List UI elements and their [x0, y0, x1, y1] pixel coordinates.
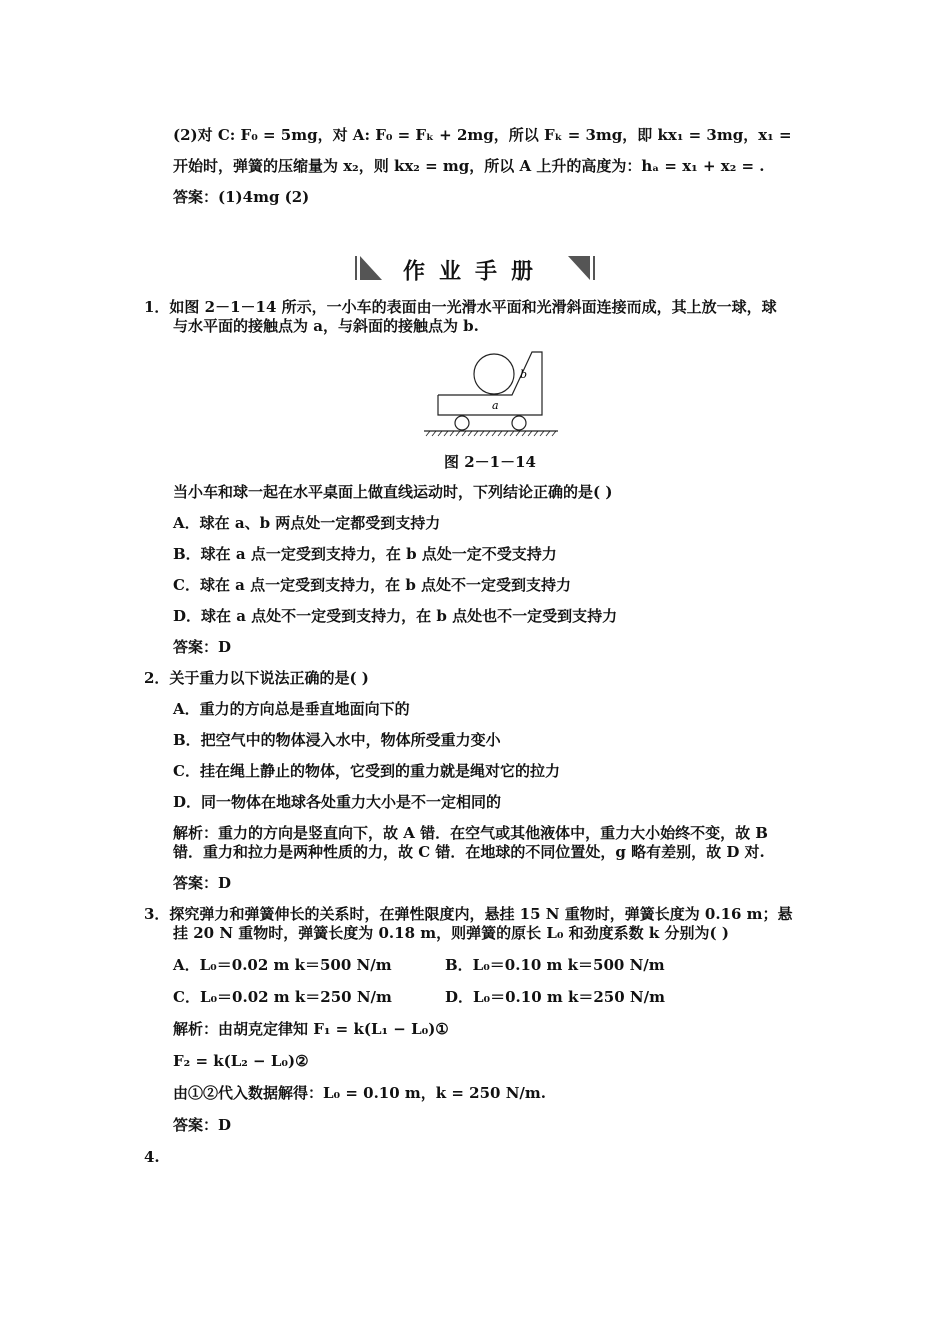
- q3-analysis-line-1: 解析：由胡克定律知 F₁ = k(L₁ − L₀)①: [173, 1020, 449, 1038]
- q2-option-a: A．重力的方向总是垂直地面向下的: [173, 700, 410, 718]
- solution-line-2: 开始时，弹簧的压缩量为 x₂，则 kx₂ = mg，所以 A 上升的高度为：hₐ = x₁ + x₂ = .: [173, 157, 765, 175]
- solution-line-1: (2)对 C: F₀ = 5mg，对 A: F₀ = Fₖ + 2mg，所以 Fₖ = 3mg，即 kx₁ = 3mg，x₁ =: [173, 126, 792, 144]
- q2-analysis-line-2: 错．重力和拉力是两种性质的力，故 C 错．在地球的不同位置处，g 略有差别，故 D 对.: [173, 843, 765, 861]
- q2-option-d: D．同一物体在地球各处重力大小是不一定相同的: [173, 793, 502, 811]
- heading-left-decoration-icon: [354, 254, 384, 286]
- figure-label-b: b: [520, 368, 528, 381]
- q1-option-b: B．球在 a 点一定受到支持力，在 b 点处一定不受支持力: [173, 545, 557, 563]
- q2-answer: 答案：D: [173, 874, 232, 892]
- q3-option-c: C．L₀＝0.02 m k＝250 N/m: [173, 988, 392, 1006]
- q2-option-b: B．把空气中的物体浸入水中，物体所受重力变小: [173, 731, 501, 749]
- q3-answer: 答案：D: [173, 1116, 232, 1134]
- q3-stem-line-2: 挂 20 N 重物时，弹簧长度为 0.18 m，则弹簧的原长 L₀ 和劲度系数 k 分别为( ): [173, 924, 729, 942]
- q3-option-b: B．L₀＝0.10 m k＝500 N/m: [445, 956, 665, 974]
- q2-stem: 2．关于重力以下说法正确的是( ): [144, 669, 369, 687]
- q1-figure-caption: 图 2－1－14: [444, 453, 536, 471]
- q2-analysis-line-1: 解析：重力的方向是竖直向下，故 A 错．在空气或其他液体中，重力大小始终不变，故 B: [173, 824, 768, 842]
- q3-option-a: A．L₀＝0.02 m k＝500 N/m: [173, 956, 392, 974]
- q1-option-d: D．球在 a 点处不一定受到支持力，在 b 点处也不一定受到支持力: [173, 607, 618, 625]
- q3-analysis-line-2: F₂ = k(L₂ − L₀)②: [173, 1052, 309, 1070]
- q1-question: 当小车和球一起在水平桌面上做直线运动时，下列结论正确的是( ): [173, 483, 613, 501]
- figure-label-a: a: [492, 399, 499, 412]
- q1-stem-line-2: 与水平面的接触点为 a，与斜面的接触点为 b.: [173, 317, 479, 335]
- q1-stem-line-1: 1．如图 2－1－14 所示，一小车的表面由一光滑水平面和光滑斜面连接而成，其上放一球，球: [144, 298, 777, 316]
- solution-answer: 答案：(1)4mg (2): [173, 188, 310, 206]
- q4-stem: 4.: [144, 1148, 160, 1166]
- section-title: 作业手册: [402, 258, 547, 285]
- q3-stem-line-1: 3．探究弹力和弹簧伸长的关系时，在弹性限度内，悬挂 15 N 重物时，弹簧长度为 0.16 m；悬: [144, 905, 793, 923]
- q3-analysis-line-3: 由①②代入数据解得：L₀ = 0.10 m，k = 250 N/m.: [173, 1084, 546, 1102]
- section-heading: [0, 254, 950, 284]
- q1-answer: 答案：D: [173, 638, 232, 656]
- q1-option-c: C．球在 a 点一定受到支持力，在 b 点处不一定受到支持力: [173, 576, 572, 594]
- q1-option-a: A．球在 a、b 两点处一定都受到支持力: [173, 514, 441, 532]
- q3-option-d: D．L₀＝0.10 m k＝250 N/m: [445, 988, 665, 1006]
- q1-figure-cart: [422, 350, 562, 442]
- q2-option-c: C．挂在绳上静止的物体，它受到的重力就是绳对它的拉力: [173, 762, 560, 780]
- heading-right-decoration-icon: [566, 254, 596, 286]
